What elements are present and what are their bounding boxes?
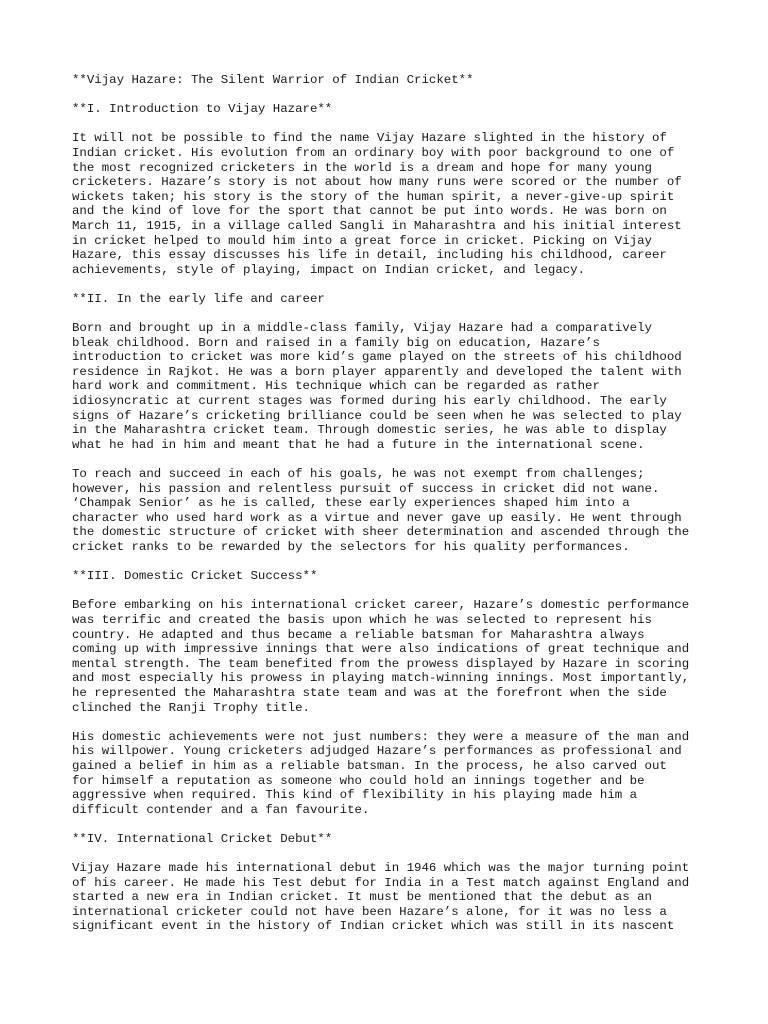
text-line: what he had in him and meant that he had a future in the international scene.: [72, 437, 645, 452]
text-line: Born and brought up in a middle-class family, Vijay Hazare had a comparatively: [72, 321, 652, 336]
text-line: wickets taken; his story is the story of the human spirit, a never-give-up spirit: [72, 189, 675, 204]
section-heading-4: **IV. International Cricket Debut**: [72, 831, 333, 846]
paragraph-5: [72, 730, 712, 818]
paragraph-6: [72, 861, 712, 934]
text-line: he represented the Maharashtra state team and was at the forefront when the side: [72, 685, 667, 700]
paragraph-4: [72, 598, 712, 715]
text-line: Hazare, this essay discusses his life in detail, including his childhood, career: [72, 248, 667, 263]
text-line: idiosyncratic at current stages was formed during his early childhood. The early: [72, 394, 667, 409]
text-line: To reach and succeed in each of his goals, he was not exempt from challenges;: [72, 467, 645, 482]
text-line: ‘Champak Senior’ as he is called, these early experiences shaped him into a: [72, 496, 630, 511]
text-line: however, his passion and relentless pursuit of success in cricket did not wane.: [72, 481, 660, 496]
text-line: Before embarking on his international cricket career, Hazare’s domestic performance: [72, 598, 690, 613]
text-line: coming up with impressive innings that were also indications of great technique and: [72, 642, 690, 657]
text-line: the domestic structure of cricket with sheer determination and ascended through the: [72, 525, 690, 540]
text-line: significant event in the history of Indian cricket which was still in its nascent: [72, 919, 675, 934]
text-line: in cricket helped to mould him into a great force in cricket. Picking on Vijay: [72, 233, 652, 248]
text-line: cricket ranks to be rewarded by the selectors for his quality performances.: [72, 540, 630, 554]
text-line: country. He adapted and thus became a reliable batsman for Maharashtra always: [72, 627, 645, 642]
text-line: introduction to cricket was more kid’s game played on the streets of his childhood: [72, 350, 682, 365]
paragraph-3: [72, 467, 712, 555]
paragraph-2: [72, 321, 712, 452]
text-line: March 11, 1915, in a village called Sangli in Maharashtra and his initial interest: [72, 218, 682, 233]
text-line: started a new era in Indian cricket. It must be mentioned that the debut as an: [72, 890, 652, 905]
text-line: cricketers. Hazare’s story is not about how many runs were scored or the number of: [72, 175, 682, 190]
text-line: bleak childhood. Born and raised in a family big on education, Hazare’s: [72, 335, 600, 350]
text-line: achievements, style of playing, impact on Indian cricket, and legacy.: [72, 262, 586, 277]
text-line: the most recognized cricketers in the world is a dream and hope for many young: [72, 160, 652, 175]
document-page: [72, 73, 712, 934]
text-line: his willpower. Young cricketers adjudged Hazare’s performances as professional and: [72, 744, 682, 759]
document-title: **Vijay Hazare: The Silent Warrior of Indian Cricket**: [72, 73, 474, 87]
text-line: His domestic achievements were not just numbers: they were a measure of the man and: [72, 729, 690, 744]
text-line: Vijay Hazare made his international debut in 1946 which was the major turning point: [72, 861, 690, 876]
text-line: Indian cricket. His evolution from an ordinary boy with poor background to one of: [72, 145, 675, 160]
text-line: character who used hard work as a virtue and never gave up easily. He went through: [72, 510, 682, 525]
text-line: of his career. He made his Test debut for India in a Test match against England and: [72, 875, 690, 890]
text-line: residence in Rajkot. He was a born player apparently and developed the talent with: [72, 364, 682, 379]
text-line: clinched the Ranji Trophy title.: [72, 700, 310, 715]
text-line: gained a belief in him as a reliable batsman. In the process, he also carved out: [72, 758, 667, 773]
text-line: aggressive when required. This kind of flexibility in his playing made him a: [72, 788, 638, 803]
text-line: signs of Hazare’s cricketing brilliance could be seen when he was selected to play: [72, 408, 682, 423]
text-line: mental strength. The team benefited from the prowess displayed by Hazare in scoring: [72, 656, 690, 671]
text-line: international cricketer could not have been Hazare’s alone, for it was no less a: [72, 904, 667, 919]
text-line: hard work and commitment. His technique which can be regarded as rather: [72, 379, 600, 394]
text-line: and most especially his prowess in playing match-winning innings. Most importantly,: [72, 671, 690, 686]
paragraph-1: [72, 131, 712, 277]
text-line: was terrific and created the basis upon which he was selected to represent his: [72, 612, 652, 627]
text-line: and the kind of love for the sport that cannot be put into words. He was born on: [72, 204, 667, 219]
text-line: in the Maharashtra cricket team. Through domestic series, he was able to display: [72, 423, 667, 438]
section-heading-1: **I. Introduction to Vijay Hazare**: [72, 102, 333, 117]
text-line: for himself a reputation as someone who could hold an innings together and be: [72, 773, 645, 788]
text-line: difficult contender and a fan favourite.: [72, 802, 370, 817]
text-line: It will not be possible to find the name Vijay Hazare slighted in the history of: [72, 131, 667, 146]
section-heading-3: **III. Domestic Cricket Success**: [72, 569, 318, 584]
section-heading-2: **II. In the early life and career: [72, 291, 325, 306]
